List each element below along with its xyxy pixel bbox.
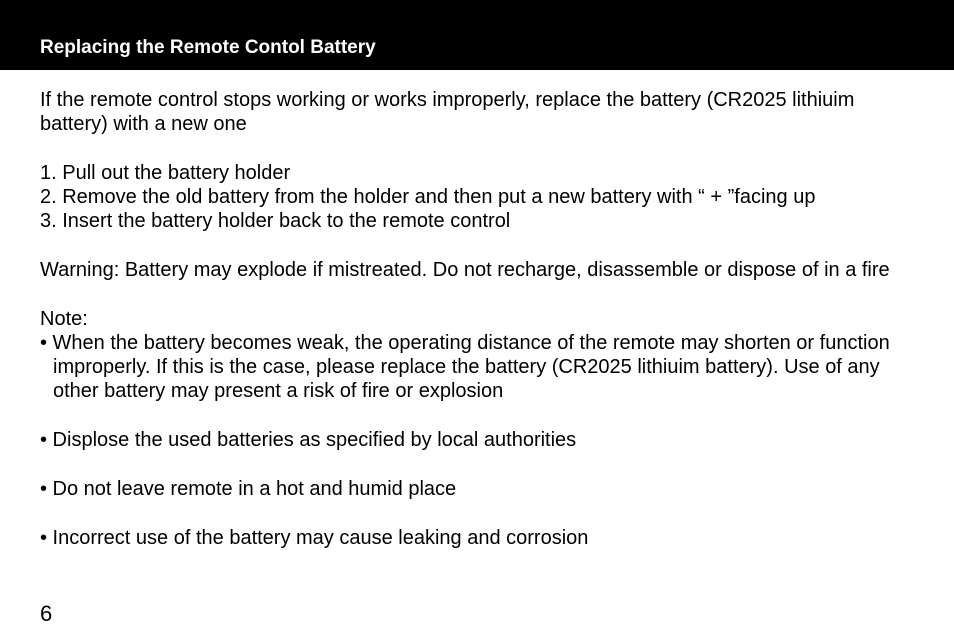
- spacer: [40, 136, 920, 161]
- spacer: [40, 501, 920, 526]
- manual-content: [40, 88, 920, 550]
- spacer: [40, 233, 920, 258]
- spacer: [40, 282, 920, 307]
- page-number: 6: [40, 601, 53, 626]
- header-bar: [0, 0, 954, 70]
- step-3: 3. Insert the battery holder back to the remote control: [40, 210, 511, 232]
- intro-paragraph: If the remote control stops working or works improperly, replace the battery (CR2025 lithiuim battery) with a new one: [40, 89, 855, 135]
- page-title: Replacing the Remote Contol Battery: [40, 37, 376, 58]
- spacer: [40, 403, 920, 428]
- note-bullet: • Do not leave remote in a hot and humid place: [40, 478, 457, 500]
- note-heading: Note:: [40, 308, 88, 330]
- step-2: 2. Remove the old battery from the holder and then put a new battery with “ + ”facing up: [40, 186, 816, 208]
- note-bullet: • Displose the used batteries as specified by local authorities: [40, 429, 577, 451]
- note-bullet: • Incorrect use of the battery may cause leaking and corrosion: [40, 527, 589, 549]
- step-1: 1. Pull out the battery holder: [40, 162, 291, 184]
- spacer: [40, 452, 920, 477]
- note-bullet: • When the battery becomes weak, the operating distance of the remote may shorten or function improperly. If this is the case, please replace the battery (CR2025 lithiuim battery). Use of any other battery may present a risk of fire or explosion: [40, 332, 890, 402]
- warning-paragraph: Warning: Battery may explode if mistreated. Do not recharge, disassemble or dispose of in a fire: [40, 259, 890, 281]
